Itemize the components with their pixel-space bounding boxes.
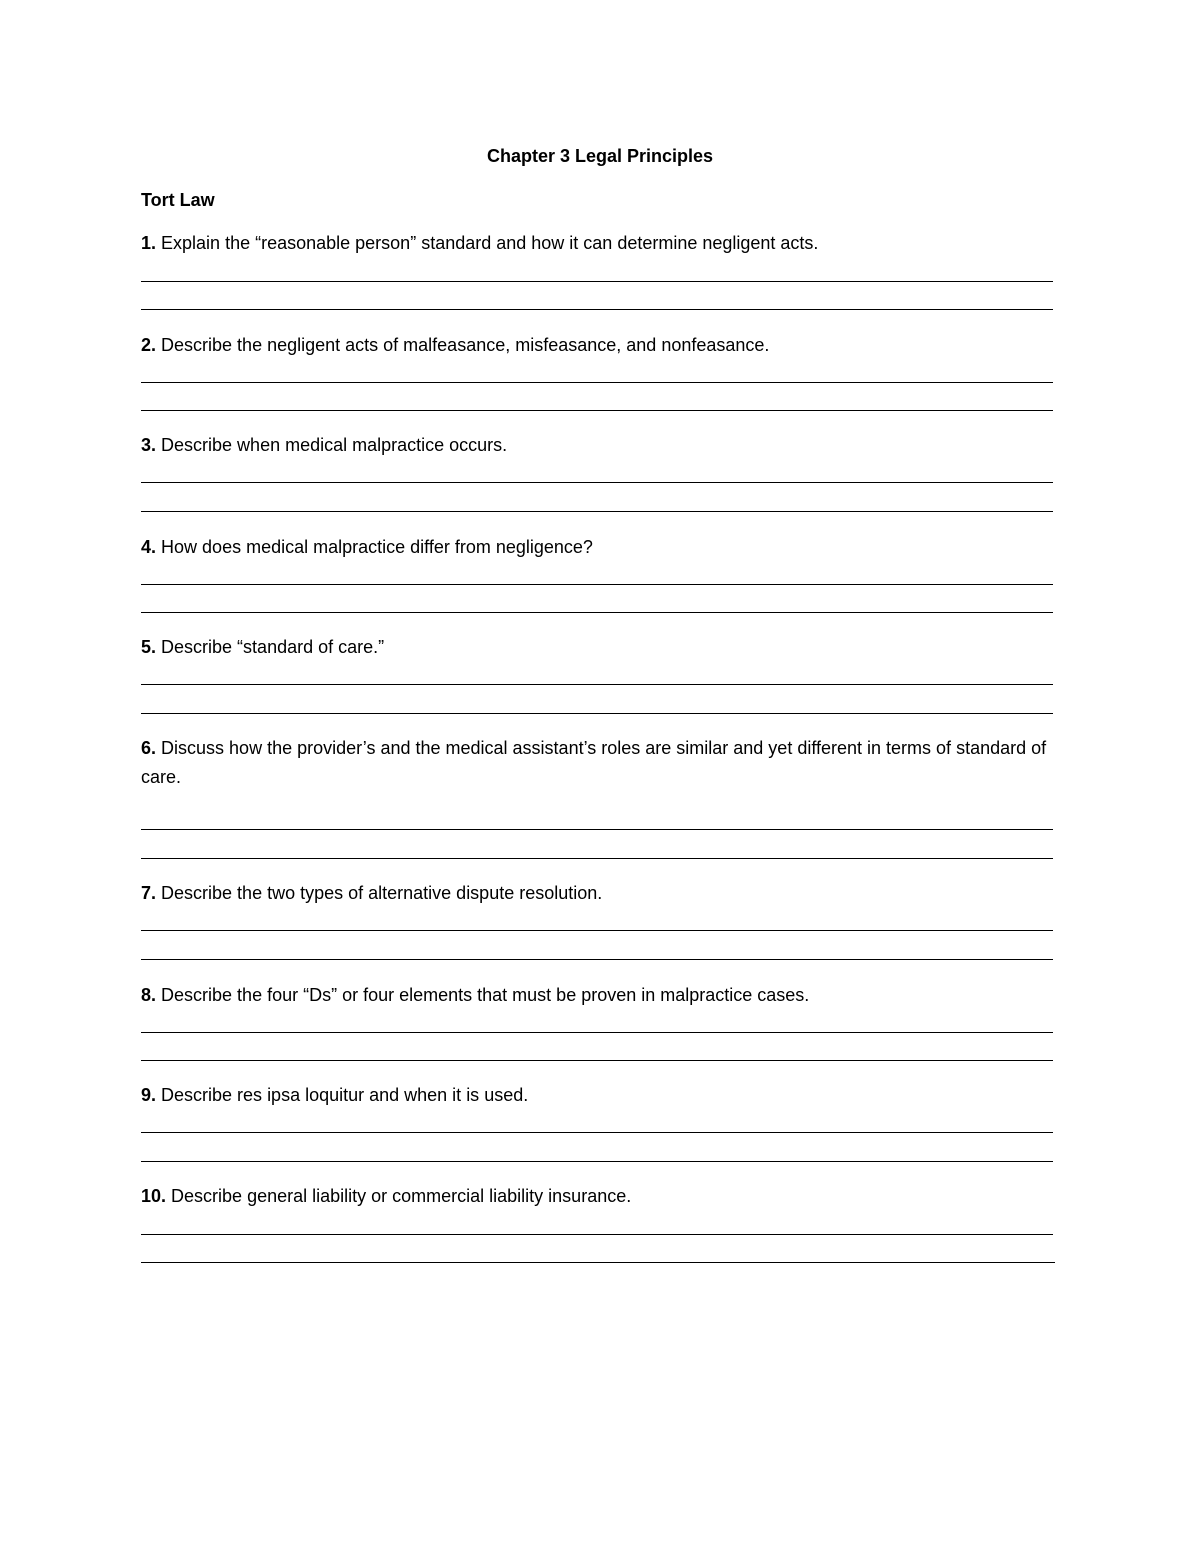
question-number: 6.	[141, 738, 157, 758]
question-6	[141, 734, 1056, 792]
answer-line[interactable]	[141, 1234, 1053, 1235]
question-number: 8.	[141, 985, 157, 1005]
question-number: 10.	[141, 1186, 167, 1206]
question-text: Describe the negligent acts of malfeasance, misfeasance, and nonfeasance.	[161, 335, 770, 355]
answer-line[interactable]	[141, 612, 1053, 613]
question-number: 3.	[141, 435, 157, 455]
question-3	[141, 431, 1056, 460]
answer-line[interactable]	[141, 1161, 1053, 1162]
question-text: Describe “standard of care.”	[161, 637, 385, 657]
answer-line[interactable]	[141, 584, 1053, 585]
question-9	[141, 1081, 1056, 1110]
answer-line[interactable]	[141, 858, 1053, 859]
answer-line[interactable]	[141, 309, 1053, 310]
answer-line[interactable]	[141, 684, 1053, 685]
question-number: 1.	[141, 233, 157, 253]
section-heading: Tort Law	[141, 190, 215, 210]
question-10	[141, 1182, 1056, 1211]
answer-line[interactable]	[141, 1262, 1055, 1263]
question-text: Explain the “reasonable person” standard and how it can determine negligent acts.	[161, 233, 819, 253]
question-2	[141, 331, 1056, 360]
question-5	[141, 633, 1056, 662]
page-title: Chapter 3 Legal Principles	[486, 146, 714, 166]
question-number: 4.	[141, 537, 157, 557]
question-text: Describe the four “Ds” or four elements that must be proven in malpractice cases.	[161, 985, 810, 1005]
question-text: Describe when medical malpractice occurs.	[161, 435, 508, 455]
answer-line[interactable]	[141, 959, 1053, 960]
question-text: Describe the two types of alternative dispute resolution.	[161, 883, 603, 903]
answer-line[interactable]	[141, 1132, 1053, 1133]
question-number: 2.	[141, 335, 157, 355]
answer-line[interactable]	[141, 1060, 1053, 1061]
question-text: How does medical malpractice differ from negligence?	[161, 537, 593, 557]
question-1	[141, 229, 1056, 258]
answer-line[interactable]	[141, 511, 1053, 512]
answer-line[interactable]	[141, 281, 1053, 282]
question-number: 7.	[141, 883, 157, 903]
question-7	[141, 879, 1056, 908]
question-4	[141, 533, 1056, 562]
question-number: 5.	[141, 637, 157, 657]
answer-line[interactable]	[141, 410, 1053, 411]
answer-line[interactable]	[141, 713, 1053, 714]
answer-line[interactable]	[141, 930, 1053, 931]
answer-line[interactable]	[141, 382, 1053, 383]
answer-line[interactable]	[141, 829, 1053, 830]
question-number: 9.	[141, 1085, 157, 1105]
question-text: Describe general liability or commercial liability insurance.	[171, 1186, 632, 1206]
question-text: Discuss how the provider’s and the medical assistant’s roles are similar and yet different in terms of standard of care.	[141, 738, 1047, 787]
answer-line[interactable]	[141, 482, 1053, 483]
answer-line[interactable]	[141, 1032, 1053, 1033]
question-8	[141, 981, 1056, 1010]
question-text: Describe res ipsa loquitur and when it is used.	[161, 1085, 529, 1105]
